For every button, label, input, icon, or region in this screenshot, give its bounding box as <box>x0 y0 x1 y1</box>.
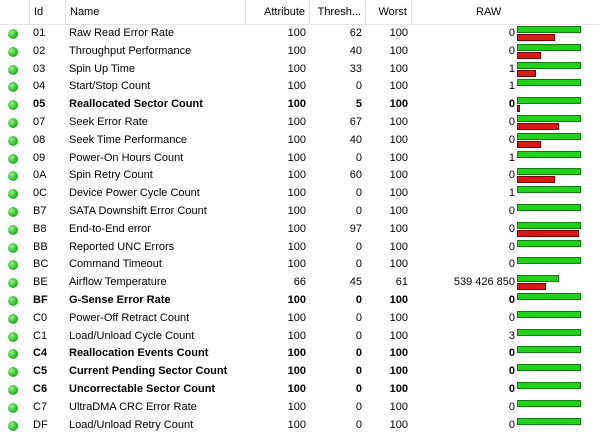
raw-cell: 0 <box>508 222 515 235</box>
raw-cell: 0 <box>508 169 515 182</box>
threshold-cell: 0 <box>355 294 362 306</box>
raw-cell: 0 <box>508 44 515 57</box>
raw-cell: 0 <box>508 205 515 217</box>
attribute-cell: 100 <box>287 27 306 39</box>
bar-cell <box>516 310 600 328</box>
attribute-cell: 100 <box>287 365 306 378</box>
worst-cell: 100 <box>389 133 408 146</box>
bar-cell <box>516 221 600 239</box>
name-cell: Power-Off Retract Count <box>69 311 190 324</box>
raw-cell: 539 426 850 <box>453 276 515 289</box>
attribute-cell: 100 <box>287 169 306 182</box>
attribute-value-bar <box>517 293 581 300</box>
status-ok-dot-icon <box>8 403 18 413</box>
id-cell: B8 <box>33 222 47 235</box>
id-cell: 08 <box>33 133 46 146</box>
attribute-cell: 100 <box>287 222 306 235</box>
threshold-bar <box>517 70 536 77</box>
attribute-value-bar <box>517 311 581 318</box>
attribute-cell: 66 <box>293 276 306 289</box>
bar-cell <box>516 381 600 399</box>
status-ok-dot-icon <box>8 296 18 306</box>
raw-cell: 0 <box>508 311 515 324</box>
raw-cell: 0 <box>508 365 515 378</box>
threshold-cell: 60 <box>349 169 362 182</box>
attribute-value-bar <box>517 240 581 247</box>
status-ok-dot-icon <box>8 367 18 377</box>
table-row[interactable] <box>0 114 600 132</box>
status-cell <box>0 150 30 168</box>
attribute-value-bar <box>517 115 581 122</box>
name-cell: Load/Unload Cycle Count <box>69 329 195 342</box>
raw-cell: 0 <box>508 383 515 395</box>
status-cell <box>0 203 30 221</box>
name-cell: G-Sense Error Rate <box>69 294 171 306</box>
threshold-cell: 45 <box>349 276 362 289</box>
attribute-cell: 100 <box>287 98 306 111</box>
status-ok-dot-icon <box>8 225 18 235</box>
status-ok-dot-icon <box>8 314 18 324</box>
bar-cell <box>516 96 600 114</box>
status-ok-dot-icon <box>8 29 18 39</box>
table-row[interactable] <box>0 78 600 96</box>
raw-cell: 0 <box>508 133 515 146</box>
status-cell <box>0 345 30 363</box>
table-row[interactable] <box>0 43 600 61</box>
threshold-cell: 0 <box>355 347 362 360</box>
worst-cell: 100 <box>389 98 408 111</box>
worst-cell: 100 <box>389 222 408 235</box>
status-ok-dot-icon <box>8 100 18 110</box>
status-cell <box>0 363 30 381</box>
name-cell: Raw Read Error Rate <box>69 27 175 39</box>
name-cell: Reported UNC Errors <box>69 240 175 253</box>
bar-cell <box>516 150 600 168</box>
table-row[interactable] <box>0 167 600 185</box>
status-ok-dot-icon <box>8 171 18 181</box>
table-header <box>0 0 600 25</box>
name-cell: Seek Time Performance <box>69 133 187 146</box>
threshold-cell: 0 <box>355 400 362 413</box>
id-cell: BF <box>33 294 48 306</box>
attribute-cell: 100 <box>287 62 306 75</box>
attribute-cell: 100 <box>287 311 306 324</box>
id-cell: 07 <box>33 116 46 128</box>
attribute-value-bar <box>517 329 581 336</box>
name-cell: Throughput Performance <box>69 44 192 57</box>
threshold-cell: 5 <box>355 98 362 111</box>
raw-cell: 0 <box>508 294 515 306</box>
threshold-bar <box>517 283 546 290</box>
status-cell <box>0 274 30 292</box>
worst-cell: 100 <box>389 80 408 93</box>
id-cell: 03 <box>33 62 46 75</box>
status-cell <box>0 381 30 399</box>
attribute-cell: 100 <box>287 347 306 360</box>
raw-cell: 1 <box>508 151 515 164</box>
worst-cell: 100 <box>389 383 408 395</box>
status-ok-dot-icon <box>8 421 18 431</box>
bar-cell <box>516 43 600 61</box>
raw-cell: 0 <box>508 240 515 253</box>
threshold-cell: 0 <box>355 383 362 395</box>
raw-cell: 3 <box>508 329 515 342</box>
table-row[interactable] <box>0 185 600 203</box>
status-cell <box>0 292 30 310</box>
threshold-cell: 0 <box>355 240 362 253</box>
attribute-cell: 100 <box>287 80 306 93</box>
attribute-value-bar <box>517 400 581 407</box>
bar-cell <box>516 363 600 381</box>
attribute-cell: 100 <box>287 258 306 271</box>
threshold-cell: 0 <box>355 187 362 200</box>
bar-cell <box>516 239 600 257</box>
threshold-bar <box>517 105 520 112</box>
status-ok-dot-icon <box>8 136 18 146</box>
threshold-cell: 0 <box>355 258 362 271</box>
bar-cell <box>516 167 600 185</box>
worst-cell: 100 <box>389 205 408 217</box>
bar-cell <box>516 132 600 150</box>
id-cell: C6 <box>33 383 48 395</box>
worst-cell: 100 <box>389 62 408 75</box>
attribute-value-bar <box>517 133 581 140</box>
status-cell <box>0 417 30 435</box>
name-cell: UltraDMA CRC Error Rate <box>69 400 197 413</box>
table-row[interactable] <box>0 381 600 399</box>
status-ok-dot-icon <box>8 65 18 75</box>
id-cell: BE <box>33 276 48 289</box>
status-ok-dot-icon <box>8 82 18 92</box>
worst-cell: 100 <box>389 44 408 57</box>
table-row[interactable] <box>0 274 600 292</box>
status-cell <box>0 221 30 239</box>
name-cell: Load/Unload Retry Count <box>69 418 194 431</box>
id-cell: 0A <box>33 169 47 182</box>
worst-cell: 100 <box>389 258 408 271</box>
status-ok-dot-icon <box>8 154 18 164</box>
threshold-cell: 40 <box>349 44 362 57</box>
worst-cell: 100 <box>389 400 408 413</box>
threshold-cell: 62 <box>349 27 362 39</box>
table-row[interactable] <box>0 310 600 328</box>
threshold-cell: 0 <box>355 311 362 324</box>
bar-cell <box>516 256 600 274</box>
table-row[interactable] <box>0 221 600 239</box>
worst-cell: 100 <box>389 116 408 128</box>
bar-cell <box>516 203 600 221</box>
attribute-value-bar <box>517 151 581 158</box>
threshold-cell: 0 <box>355 80 362 93</box>
worst-cell: 100 <box>389 169 408 182</box>
id-cell: 0C <box>33 187 48 200</box>
bar-cell <box>516 114 600 132</box>
status-cell <box>0 239 30 257</box>
attribute-value-bar <box>517 275 559 282</box>
status-cell <box>0 185 30 203</box>
attribute-value-bar <box>517 204 581 211</box>
id-cell: BB <box>33 240 48 253</box>
status-ok-dot-icon <box>8 207 18 217</box>
table-row[interactable] <box>0 25 600 43</box>
raw-cell: 0 <box>508 27 515 39</box>
attribute-value-bar <box>517 346 581 353</box>
status-cell <box>0 78 30 96</box>
worst-cell: 100 <box>389 187 408 200</box>
status-ok-dot-icon <box>8 243 18 253</box>
worst-cell: 100 <box>389 418 408 431</box>
attribute-cell: 100 <box>287 133 306 146</box>
threshold-cell: 0 <box>355 365 362 378</box>
table-row[interactable] <box>0 417 600 435</box>
name-cell: Spin Retry Count <box>69 169 153 182</box>
id-cell: B7 <box>33 205 47 217</box>
id-cell: BC <box>33 258 49 271</box>
bar-cell <box>516 345 600 363</box>
attribute-cell: 100 <box>287 400 306 413</box>
id-cell: 02 <box>33 44 46 57</box>
attribute-value-bar <box>517 382 581 389</box>
worst-cell: 100 <box>389 240 408 253</box>
name-cell: Uncorrectable Sector Count <box>69 383 216 395</box>
attribute-cell: 100 <box>287 205 306 217</box>
name-cell: Command Timeout <box>69 258 162 271</box>
status-ok-dot-icon <box>8 332 18 342</box>
table-row[interactable] <box>0 363 600 381</box>
name-cell: Current Pending Sector Count <box>69 365 228 378</box>
bar-cell <box>516 417 600 435</box>
status-cell <box>0 96 30 114</box>
status-ok-dot-icon <box>8 118 18 128</box>
threshold-cell: 0 <box>355 205 362 217</box>
name-cell: SATA Downshift Error Count <box>69 205 207 217</box>
attribute-cell: 100 <box>287 116 306 128</box>
attribute-cell: 100 <box>287 240 306 253</box>
table-row[interactable] <box>0 61 600 79</box>
status-ok-dot-icon <box>8 278 18 288</box>
id-cell: DF <box>33 418 48 431</box>
attribute-value-bar <box>517 186 581 193</box>
table-row[interactable] <box>0 345 600 363</box>
worst-cell: 100 <box>389 151 408 164</box>
status-column-header[interactable] <box>0 0 30 24</box>
id-cell: 09 <box>33 151 46 164</box>
name-cell: Device Power Cycle Count <box>69 187 200 200</box>
name-cell: Spin Up Time <box>69 62 136 75</box>
attribute-cell: 100 <box>287 151 306 164</box>
name-cell: Start/Stop Count <box>69 80 151 93</box>
name-cell: Reallocation Events Count <box>69 347 209 360</box>
raw-cell: 0 <box>508 116 515 128</box>
worst-cell: 100 <box>389 329 408 342</box>
worst-cell: 100 <box>389 347 408 360</box>
name-cell: Airflow Temperature <box>69 276 167 289</box>
bar-cell <box>516 61 600 79</box>
table-row[interactable] <box>0 96 600 114</box>
worst-cell: 100 <box>389 365 408 378</box>
threshold-cell: 40 <box>349 133 362 146</box>
threshold-column-header[interactable]: Thresh... <box>310 0 366 24</box>
status-ok-dot-icon <box>8 349 18 359</box>
attribute-value-bar <box>517 222 581 229</box>
table-row[interactable] <box>0 256 600 274</box>
attribute-cell: 100 <box>287 44 306 57</box>
status-cell <box>0 43 30 61</box>
status-cell <box>0 132 30 150</box>
bar-cell <box>516 292 600 310</box>
bar-cell <box>516 399 600 417</box>
id-cell: C1 <box>33 329 48 342</box>
raw-cell: 1 <box>508 62 515 75</box>
worst-cell: 100 <box>389 311 408 324</box>
id-cell: C0 <box>33 311 48 324</box>
status-cell <box>0 114 30 132</box>
bar-cell <box>516 25 600 43</box>
raw-cell: 0 <box>508 400 515 413</box>
bar-cell <box>516 185 600 203</box>
attribute-value-bar <box>517 44 581 51</box>
id-cell: 05 <box>33 98 46 111</box>
threshold-bar <box>517 123 559 130</box>
worst-column-header[interactable]: Worst <box>366 0 412 24</box>
table-row[interactable] <box>0 203 600 221</box>
status-ok-dot-icon <box>8 47 18 57</box>
attribute-value-bar <box>517 97 581 104</box>
table-row[interactable] <box>0 239 600 257</box>
name-cell: Seek Error Rate <box>69 116 148 128</box>
status-ok-dot-icon <box>8 385 18 395</box>
bar-cell <box>516 328 600 346</box>
status-cell <box>0 256 30 274</box>
attribute-cell: 100 <box>287 294 306 306</box>
name-column-header[interactable]: Name <box>66 0 246 24</box>
id-cell: C7 <box>33 400 48 413</box>
attribute-value-bar <box>517 168 581 175</box>
table-row[interactable] <box>0 292 600 310</box>
id-cell: 01 <box>33 27 46 39</box>
attribute-value-bar <box>517 26 581 33</box>
threshold-cell: 0 <box>355 151 362 164</box>
raw-cell: 0 <box>508 98 515 111</box>
status-ok-dot-icon <box>8 189 18 199</box>
attribute-cell: 100 <box>287 418 306 431</box>
attribute-cell: 100 <box>287 187 306 200</box>
raw-cell: 1 <box>508 187 515 200</box>
threshold-cell: 67 <box>349 116 362 128</box>
threshold-bar <box>517 52 541 59</box>
id-cell: 04 <box>33 80 46 93</box>
bar-cell <box>516 78 600 96</box>
threshold-cell: 0 <box>355 418 362 431</box>
raw-cell: 1 <box>508 80 515 93</box>
id-column-header[interactable]: Id <box>30 0 66 24</box>
name-cell: Reallocated Sector Count <box>69 98 203 111</box>
id-cell: C4 <box>33 347 48 360</box>
table-row[interactable] <box>0 150 600 168</box>
raw-column-header[interactable]: RAW <box>476 6 502 18</box>
worst-cell: 61 <box>395 276 408 289</box>
status-cell <box>0 310 30 328</box>
raw-cell: 0 <box>508 347 515 360</box>
status-cell <box>0 399 30 417</box>
threshold-bar <box>517 230 579 237</box>
attribute-value-bar <box>517 79 581 86</box>
attribute-value-bar <box>517 364 581 371</box>
raw-cell: 0 <box>508 258 515 271</box>
status-ok-dot-icon <box>8 260 18 270</box>
threshold-cell: 33 <box>349 62 362 75</box>
threshold-cell: 0 <box>355 329 362 342</box>
threshold-bar <box>517 176 555 183</box>
bar-cell <box>516 274 600 292</box>
id-cell: C5 <box>33 365 48 378</box>
attribute-cell: 100 <box>287 383 306 395</box>
attribute-value-bar <box>517 257 581 264</box>
threshold-bar <box>517 141 541 148</box>
attribute-value-bar <box>517 62 581 69</box>
status-cell <box>0 61 30 79</box>
table-row[interactable] <box>0 399 600 417</box>
attribute-value-bar <box>517 418 581 425</box>
worst-cell: 100 <box>389 294 408 306</box>
worst-cell: 100 <box>389 27 408 39</box>
status-cell <box>0 328 30 346</box>
threshold-cell: 97 <box>349 222 362 235</box>
attribute-cell: 100 <box>287 329 306 342</box>
status-cell <box>0 167 30 185</box>
raw-cell: 0 <box>508 418 515 431</box>
table-row[interactable] <box>0 132 600 150</box>
table-row[interactable] <box>0 328 600 346</box>
name-cell: End-to-End error <box>69 222 151 235</box>
attribute-column-header[interactable]: Attribute <box>246 0 310 24</box>
status-cell <box>0 25 30 43</box>
threshold-bar <box>517 34 555 41</box>
name-cell: Power-On Hours Count <box>69 151 184 164</box>
